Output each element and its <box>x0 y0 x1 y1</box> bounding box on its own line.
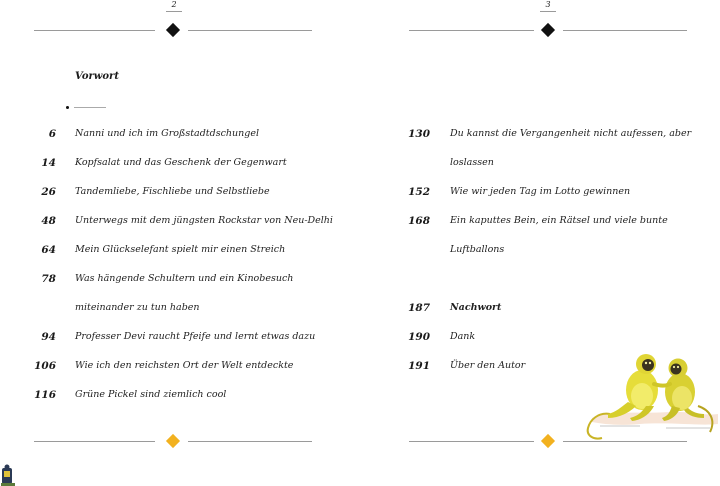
bottom-rule-right <box>188 441 312 442</box>
toc-page-number: 116 <box>34 389 56 401</box>
toc-page-number: 26 <box>41 186 56 198</box>
toc-page-number: 187 <box>408 302 430 314</box>
page-number-right: 3 <box>545 0 551 9</box>
preface-heading: Vorwort <box>75 71 119 82</box>
toc-entry-title: Was hängende Schultern und ein Kinobesuch <box>75 273 294 284</box>
toc-entry-title: Tandemliebe, Fischliebe und Selbstliebe <box>75 186 270 197</box>
toc-page-number: 191 <box>408 360 430 372</box>
toc-entry-title: Kopfsalat und das Geschenk der Gegenwart <box>75 157 287 168</box>
top-rule-left <box>34 30 155 31</box>
bottom-diamond-icon <box>541 434 555 448</box>
bottom-rule-left <box>409 441 534 442</box>
toc-page-number: 152 <box>408 186 430 198</box>
toc-entry-title: Unterwegs mit dem jüngsten Rockstar von Neu-Delhi <box>75 215 333 226</box>
toc-entry-title: Wie ich den reichsten Ort der Welt entdeckte <box>75 360 294 371</box>
top-rule-left <box>409 30 534 31</box>
toc-entry-title: miteinander zu tun haben <box>75 302 200 313</box>
bottom-rule-left <box>34 441 155 442</box>
toc-entry-title: loslassen <box>450 157 494 168</box>
toc-entry-title: Ein kaputtes Bein, ein Rätsel und viele bunte <box>450 215 668 226</box>
page-number-rule <box>166 11 182 12</box>
toc-page-number: 190 <box>408 331 430 343</box>
toc-page-number: 94 <box>41 331 56 343</box>
page-number-left: 2 <box>171 0 177 9</box>
toc-entry-title: Mein Glückselefant spielt mir einen Streich <box>75 244 286 255</box>
toc-entry-title: Luftballons <box>450 244 505 255</box>
bottom-diamond-icon <box>166 434 180 448</box>
top-rule-right <box>563 30 687 31</box>
toc-page-number: 106 <box>34 360 56 372</box>
top-diamond-icon <box>541 23 555 37</box>
langur-monkeys-illustration <box>580 340 720 450</box>
toc-entry-title: Über den Autor <box>450 360 526 371</box>
toc-entry-title: Professer Devi raucht Pfeife und lernt etwas dazu <box>75 331 316 342</box>
toc-page-number: 78 <box>41 273 56 285</box>
toc-page-number: 48 <box>41 215 56 227</box>
top-rule-right <box>188 30 312 31</box>
toc-entry-title: Dank <box>450 331 476 342</box>
bullet-line <box>74 107 106 108</box>
toc-page-number: 168 <box>408 215 430 227</box>
toc-entry-title: Du kannst die Vergangenheit nicht aufessen, aber <box>450 128 692 139</box>
toc-page-number: 130 <box>408 128 430 140</box>
toc-entry-title: Grüne Pickel sind ziemlich cool <box>75 389 227 400</box>
page-number-rule <box>540 11 556 12</box>
corner-figure-icon <box>0 464 16 486</box>
bullet-dot-icon <box>66 106 69 109</box>
toc-page-number: 14 <box>41 157 56 169</box>
toc-page-number: 64 <box>41 244 56 256</box>
top-diamond-icon <box>166 23 180 37</box>
toc-page-number: 6 <box>48 128 56 140</box>
toc-entry-title: Wie wir jeden Tag im Lotto gewinnen <box>450 186 631 197</box>
toc-entry-title: Nachwort <box>450 302 502 313</box>
toc-entry-title: Nanni und ich im Großstadtdschungel <box>75 128 259 139</box>
